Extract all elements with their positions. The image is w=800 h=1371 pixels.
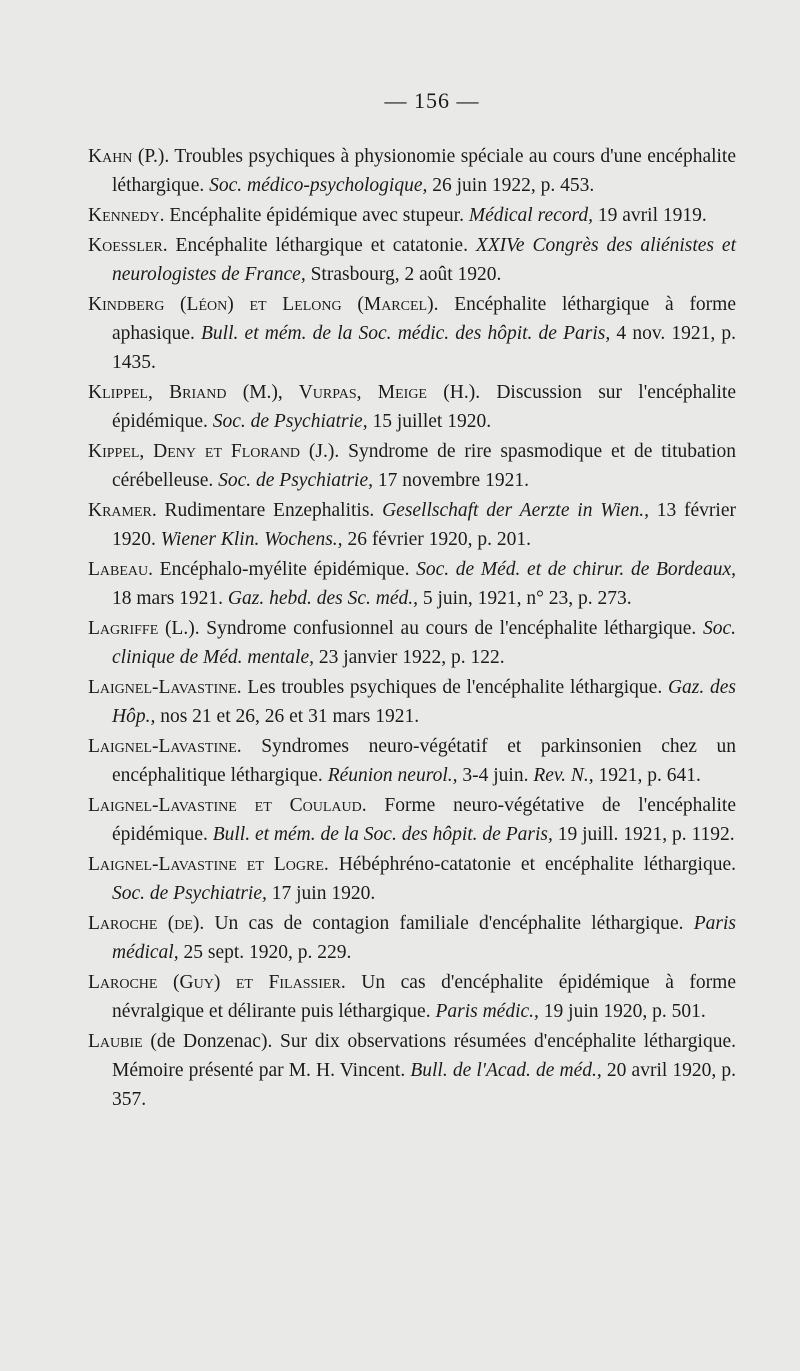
- bibliography-entry: [88, 142, 736, 200]
- entry-source: XXIVe Congrès des aliénistes et neurologistes de France,: [112, 235, 736, 285]
- bibliography-entry: [88, 791, 736, 849]
- bibliography-entry: [88, 673, 736, 731]
- entry-author: Laubie: [88, 1031, 143, 1052]
- entry-source: Bull. et mém. de la Soc. médic. des hôpit. de Paris,: [201, 323, 611, 344]
- entry-tail-secondary: 5 juin, 1921, n° 23, p. 273.: [418, 588, 632, 609]
- entry-author: Laignel-Lavastine et Logre.: [88, 854, 329, 875]
- entry-source-secondary: Rev. N.,: [533, 765, 594, 786]
- entry-source: Réunion neurol.,: [327, 765, 458, 786]
- entry-tail: 3-4 juin.: [457, 765, 534, 786]
- entry-tail: nos 21 et 26, 26 et 31 mars 1921.: [155, 706, 420, 727]
- entry-source: Soc. de Psychiatrie,: [218, 470, 373, 491]
- bibliography-entry: [88, 555, 736, 613]
- entry-author: Laignel-Lavastine.: [88, 736, 242, 757]
- bibliography-entry: [88, 290, 736, 377]
- entry-text: Troubles psychiques à physionomie spéciale au cours d'une encéphalite léthargique.: [112, 146, 737, 196]
- entry-tail: 19 juin 1920, p. 501.: [538, 1001, 706, 1022]
- entry-author: Kippel, Deny et Florand (J.).: [88, 441, 340, 462]
- entry-author: Laroche (Guy) et Filassier.: [88, 972, 346, 993]
- entry-author: Kindberg (Léon) et Lelong (Marcel).: [88, 294, 439, 315]
- bibliography-list: [88, 142, 736, 1114]
- entry-author: Koessler.: [88, 235, 168, 256]
- entry-text: Encéphalite léthargique à forme aphasique.: [112, 294, 736, 344]
- bibliography-entry: [88, 732, 736, 790]
- entry-tail: 23 janvier 1922, p. 122.: [313, 647, 505, 668]
- entry-source: Bull. de l'Acad. de méd.,: [410, 1060, 602, 1081]
- entry-source: Gaz. des Hôp.,: [112, 677, 736, 727]
- entry-author: Klippel, Briand (M.), Vurpas, Meige (H.).: [88, 382, 481, 403]
- entry-tail: 13 février 1920.: [112, 500, 736, 550]
- entry-source: Soc. clinique de Méd. mentale,: [112, 618, 736, 668]
- entry-author: Laignel-Lavastine et Coulaud.: [88, 795, 367, 816]
- bibliography-entry: [88, 378, 736, 436]
- entry-author: Kennedy.: [88, 205, 165, 226]
- entry-source: Médical record,: [468, 205, 594, 226]
- entry-tail: 19 juill. 1921, p. 1192.: [552, 824, 735, 845]
- entry-text: Les troubles psychiques de l'encéphalite léthargique.: [241, 677, 668, 698]
- entry-tail: 20 avril 1920, p. 357.: [112, 1060, 737, 1110]
- entry-text: Forme neuro-végétative de l'encéphalite épidémique.: [112, 795, 736, 845]
- entry-tail: 15 juillet 1920.: [367, 411, 492, 432]
- entry-source: Paris médical,: [112, 913, 736, 963]
- entry-tail-secondary: 1921, p. 641.: [593, 765, 701, 786]
- entry-author: Lagriffe (L.).: [88, 618, 200, 639]
- entry-source: Soc. de Psychiatrie,: [112, 883, 267, 904]
- bibliography-entry: [88, 614, 736, 672]
- entry-text: Syndrome confusionnel au cours de l'encéphalite léthargique.: [199, 618, 703, 639]
- entry-source: Paris médic.,: [435, 1001, 539, 1022]
- entry-tail: 19 avril 1919.: [593, 205, 707, 226]
- entry-source: Soc. de Méd. et de chirur. de Bordeaux,: [416, 559, 736, 580]
- entry-tail: Strasbourg, 2 août 1920.: [305, 264, 502, 285]
- entry-text: Hébéphréno-catatonie et encéphalite léthargique.: [328, 854, 736, 875]
- bibliography-entry: [88, 850, 736, 908]
- entry-author: Labeau.: [88, 559, 154, 580]
- entry-author: Laroche (de).: [88, 913, 205, 934]
- entry-tail: 25 sept. 1920, p. 229.: [178, 942, 352, 963]
- entry-source: Bull. et mém. de la Soc. des hôpit. de Paris,: [212, 824, 553, 845]
- bibliography-entry: [88, 437, 736, 495]
- page-number: — 156 —: [384, 88, 480, 113]
- entry-text: Un cas d'encéphalite épidémique à forme névralgique et délirante puis léthargique.: [112, 972, 736, 1022]
- bibliography-entry: [88, 1027, 736, 1114]
- entry-author: Kramer.: [88, 500, 157, 521]
- entry-tail: 26 juin 1922, p. 453.: [427, 175, 595, 196]
- entry-source-secondary: Gaz. hebd. des Sc. méd.,: [227, 588, 418, 609]
- entry-text: Discussion sur l'encéphalite épidémique.: [112, 382, 736, 432]
- entry-text: Syndromes neuro-végétatif et parkinsonien chez un encéphalitique léthargique.: [112, 736, 736, 786]
- entry-source: Gesellschaft der Aerzte in Wien.,: [382, 500, 649, 521]
- entry-source: Soc. médico-psychologique,: [209, 175, 428, 196]
- entry-author: Laignel-Lavastine.: [88, 677, 242, 698]
- entry-text: Rudimentare Enzephalitis.: [156, 500, 383, 521]
- entry-text: Encéphalite épidémique avec stupeur.: [164, 205, 469, 226]
- entry-source: Soc. de Psychiatrie,: [212, 411, 368, 432]
- bibliography-entry: [88, 231, 736, 289]
- bibliography-entry: [88, 496, 736, 554]
- entry-tail-secondary: 26 février 1920, p. 201.: [342, 529, 532, 550]
- entry-tail: 17 novembre 1921.: [372, 470, 529, 491]
- entry-text: Encéphalite léthargique et catatonie.: [167, 235, 476, 256]
- entry-tail: 18 mars 1921.: [112, 588, 228, 609]
- bibliography-entry: [88, 968, 736, 1026]
- bibliography-entry: [88, 201, 736, 230]
- entry-text: (de Donzenac). Sur dix observations résumées d'encéphalite léthargique. Mémoire présenté par M. H. Vincent.: [112, 1031, 736, 1081]
- bibliography-entry: [88, 909, 736, 967]
- entry-source-secondary: Wiener Klin. Wochens.,: [160, 529, 343, 550]
- entry-text: Un cas de contagion familiale d'encéphalite léthargique.: [204, 913, 694, 934]
- entry-tail: 17 juin 1920.: [266, 883, 376, 904]
- entry-text: Encéphalo-myélite épidémique.: [153, 559, 417, 580]
- entry-text: Syndrome de rire spasmodique et de titubation cérébelleuse.: [112, 441, 736, 491]
- entry-tail: 4 nov. 1921, p. 1435.: [112, 323, 737, 373]
- entry-author: Kahn (P.).: [88, 146, 170, 167]
